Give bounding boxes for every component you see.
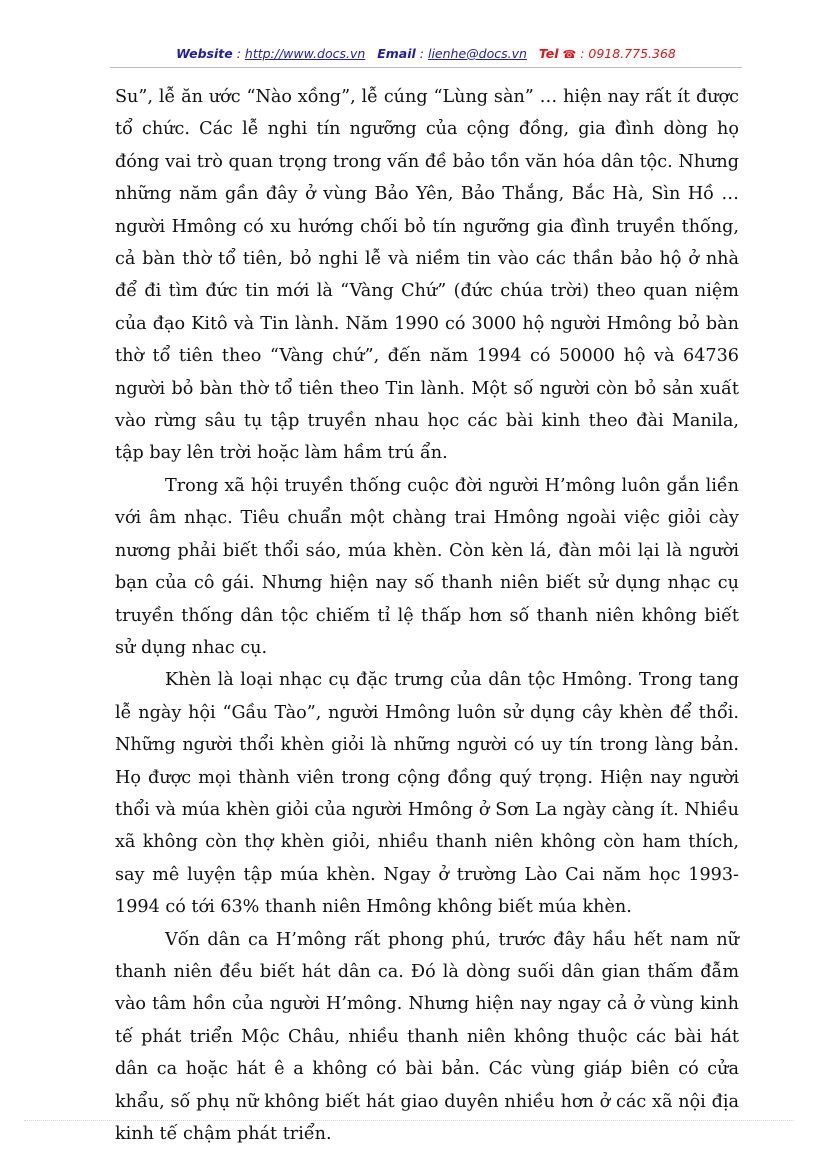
tel-label: Tel xyxy=(538,46,559,61)
paragraph: Vốn dân ca H’mông rất phong phú, trước đây hầu hết nam nữ thanh niên đều biết hát dân ca. Đó là dòng suối dân gian thấm đẫm vào tâm hồn của người H’mông. Nhưng hiện nay ngay cả ở vùng kinh tế phát triển Mộc Châu, nhiều thanh niên không thuộc các bài hát dân ca hoặc hát ê a không có bài bản. Các vùng giáp biên có cửa khẩu, số phụ nữ không biết hát giao duyên nhiều hơn ở các xã nội địa kinh tế chậm phát triển. xyxy=(115,929,739,1144)
email-colon: : xyxy=(419,46,424,61)
website-label: Website xyxy=(176,46,233,61)
paragraph: Trong xã hội truyền thống cuộc đời người H’mông luôn gắn liền với âm nhạc. Tiêu chuẩn một chàng trai Hmông ngoài việc giỏi cày nương phải biết thổi sáo, múa khèn. Còn kèn lá, đàn môi lại là người bạn của cô gái. Nhưng hiện nay số thanh niên biết sử dụng nhạc cụ truyền thống dân tộc chiếm tỉ lệ thấp hơn số thanh niên không biết sử dụng nhac cụ. xyxy=(115,475,739,658)
email-link[interactable]: lienhe@docs.vn xyxy=(427,46,527,61)
page-header xyxy=(110,46,742,68)
paragraph: Khèn là loại nhạc cụ đặc trưng của dân tộc Hmông. Trong tang lễ ngày hội “Gầu Tào”, người Hmông luôn sử dụng cây khèn để thổi. Những người thổi khèn giỏi là những người có uy tín trong làng bản. Họ được mọi thành viên trong cộng đồng quý trọng. Hiện nay người thổi và múa khèn giỏi của người Hmông ở Sơn La ngày càng ít. Nhiều xã không còn thợ khèn giỏi, nhiều thanh niên không còn ham thích, say mê luyện tập múa khèn. Ngay ở trường Lào Cai năm học 1993-1994 có tới 63% thanh niên Hmông không biết múa khèn. xyxy=(115,670,739,918)
tel-number: : 0918.775.368 xyxy=(580,46,676,61)
website-colon: : xyxy=(236,46,241,61)
paragraph: Su”, lễ ăn ước “Nào xồng”, lễ cúng “Lùng sàn” … hiện nay rất ít được tổ chức. Các lễ nghi tín ngưỡng của cộng đồng, gia đình dòng họ đóng vai trò quan trọng trong vấn đề bảo tồn văn hóa dân tộc. Nhưng những năm gần đây ở vùng Bảo Yên, Bảo Thắng, Bắc Hà, Sìn Hồ … người Hmông có xu hướng chối bỏ tín ngưỡng gia đình truyền thống, cả bàn thờ tổ tiên, bỏ nghi lễ và niềm tin vào các thần bảo hộ ở nhà để đi tìm đức tin mới là “Vàng Chứ” (đức chúa trời) theo quan niệm của đạo Kitô và Tin lành. Năm 1990 có 3000 hộ người Hmông bỏ bàn thờ tổ tiên theo “Vàng chứ”, đến năm 1994 có 50000 hộ và 64736 người bỏ bàn thờ tổ tiên theo Tin lành. Một số người còn bỏ sản xuất vào rừng sâu tụ tập truyền nhau học các bài kinh theo đài Manila, tập bay lên trời hoặc làm hầm trú ẩn. xyxy=(115,87,739,464)
header-divider xyxy=(110,67,742,68)
document-body xyxy=(115,81,739,1150)
footer-divider xyxy=(24,1120,794,1121)
phone-icon: ☎ xyxy=(562,48,577,61)
website-link[interactable]: http://www.docs.vn xyxy=(244,46,366,61)
email-label: Email xyxy=(377,46,416,61)
